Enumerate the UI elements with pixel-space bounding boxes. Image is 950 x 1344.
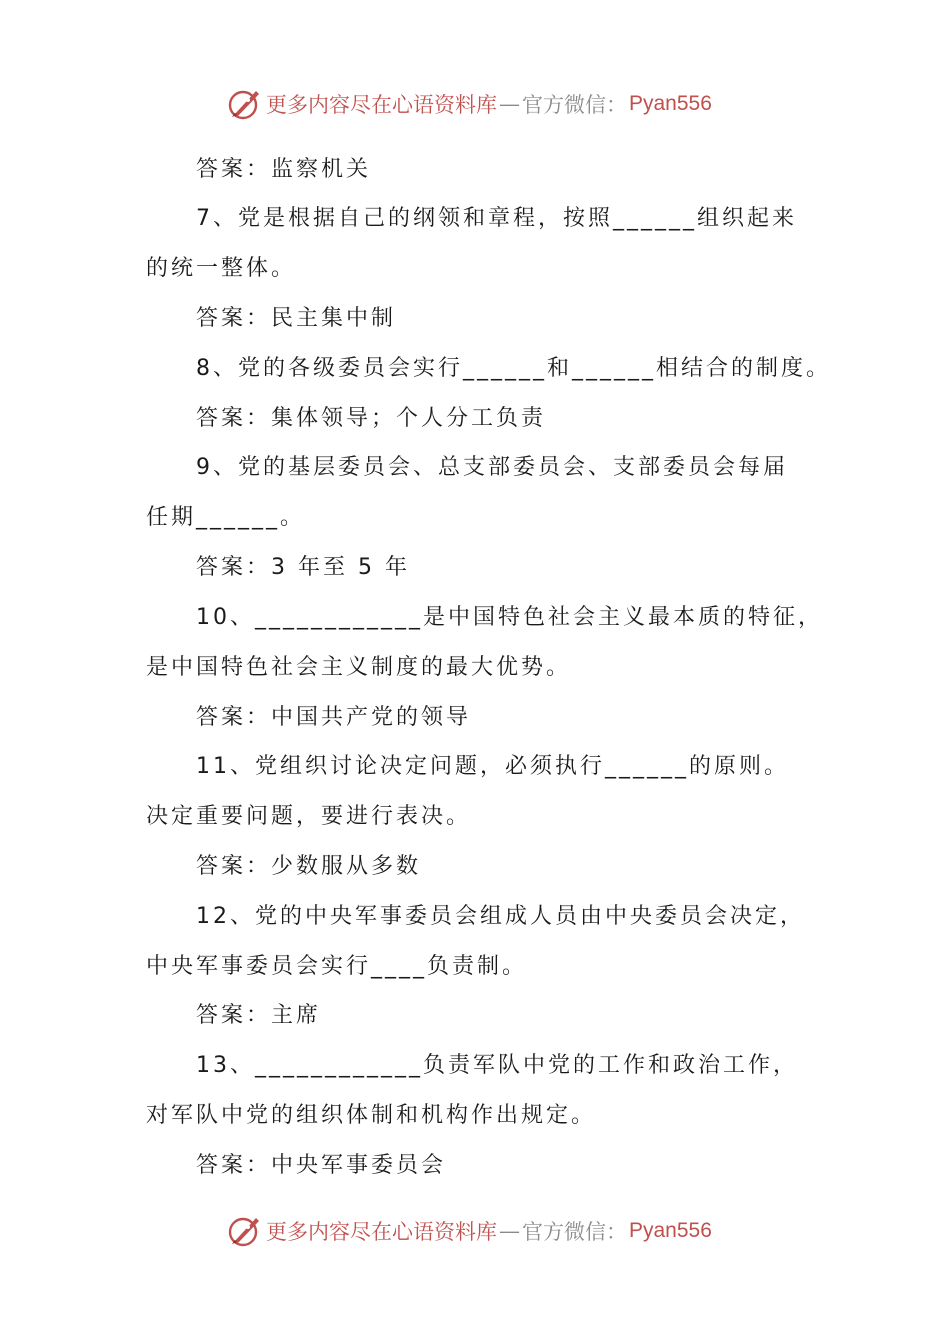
question-continuation: 对军队中党的组织体制和机构作出规定。 <box>146 1103 597 1128</box>
banner-wechat-id: Pyan556 <box>629 92 712 115</box>
banner-wechat-label: 官方微信： <box>522 1220 627 1244</box>
banner-slogan: 更多内容尽在心语资料库 <box>266 1220 497 1244</box>
question-continuation: 决定重要问题，要进行表决。 <box>146 804 472 829</box>
answer-line: 答案：集体领导；个人分工负责 <box>196 406 547 431</box>
answer-line: 答案：主席 <box>196 1003 322 1028</box>
question-line: 11、党组织讨论决定问题，必须执行______的原则。 <box>196 754 789 779</box>
quill-pen-logo-icon <box>226 86 262 122</box>
footer-watermark-banner <box>226 1211 712 1251</box>
banner-dash: — <box>499 92 520 116</box>
question-line: 13、____________负责军队中党的工作和政治工作， <box>196 1053 798 1078</box>
question-continuation: 的统一整体。 <box>146 256 297 281</box>
question-continuation: 任期______。 <box>146 505 306 530</box>
banner-wechat-id: Pyan556 <box>629 1219 712 1242</box>
banner-wechat-label: 官方微信： <box>522 93 627 117</box>
question-continuation: 是中国特色社会主义制度的最大优势。 <box>146 655 572 680</box>
answer-line: 答案：少数服从多数 <box>196 854 422 879</box>
question-continuation: 中央军事委员会实行____负责制。 <box>146 954 528 979</box>
answer-line: 答案：监察机关 <box>196 157 372 182</box>
question-line: 12、党的中央军事委员会组成人员由中央委员会决定， <box>196 904 805 929</box>
question-line: 9、党的基层委员会、总支部委员会、支部委员会每届 <box>196 455 788 480</box>
banner-slogan: 更多内容尽在心语资料库 <box>266 93 497 117</box>
answer-line: 答案：中央军事委员会 <box>196 1153 447 1178</box>
quill-pen-logo-icon <box>226 1213 262 1249</box>
question-line: 10、____________是中国特色社会主义最本质的特征， <box>196 605 823 630</box>
answer-line: 答案：中国共产党的领导 <box>196 705 472 730</box>
answer-line: 答案：3 年至 5 年 <box>196 555 410 580</box>
question-line: 7、党是根据自己的纲领和章程，按照______组织起来 <box>196 206 797 231</box>
question-line: 8、党的各级委员会实行______和______相结合的制度。 <box>196 356 831 381</box>
header-watermark-banner <box>226 84 712 124</box>
answer-line: 答案：民主集中制 <box>196 306 397 331</box>
banner-dash: — <box>499 1219 520 1243</box>
